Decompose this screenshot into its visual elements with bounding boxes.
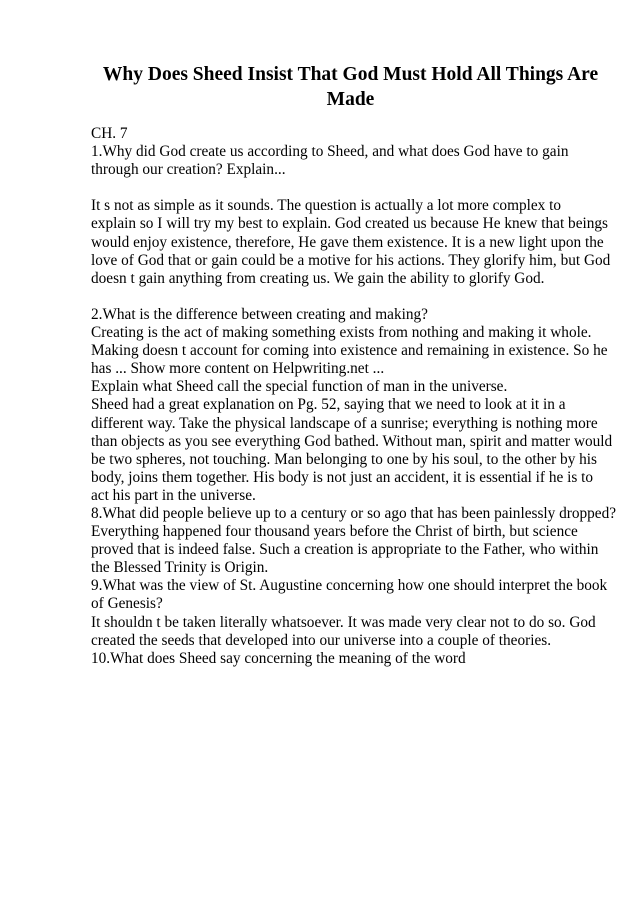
body-line: 9.What was the view of St. Augustine concerning how one should interpret the book	[91, 577, 608, 595]
body-line: of Genesis?	[91, 595, 163, 613]
body-line: 1.Why did God create us according to Sheed, and what does God have to gain	[91, 143, 569, 161]
body-line: the Blessed Trinity is Origin.	[91, 559, 269, 577]
body-line: body, joins them together. His body is not just an accident, it is essential if he is to	[91, 468, 594, 486]
body-line: Everything happened four thousand years before the Christ of birth, but science	[91, 523, 578, 541]
paragraph-gap	[91, 179, 601, 197]
body-line: different way. Take the physical landscape of a sunrise; everything is nothing more	[91, 414, 598, 432]
body-line: created the seeds that developed into our universe into a couple of theories.	[91, 631, 552, 649]
body-line: Making doesn t account for coming into existence and remaining in existence. So he	[91, 342, 608, 360]
body-line: proved that is indeed false. Such a creation is appropriate to the Father, who within	[91, 541, 599, 559]
paragraph-gap	[91, 288, 601, 306]
body-line: through our creation? Explain...	[91, 161, 286, 179]
title-line-1: Why Does Sheed Insist That God Must Hold All Things Are	[102, 64, 599, 85]
body-line: Explain what Sheed call the special function of man in the universe.	[91, 378, 508, 396]
body-line: CH. 7	[91, 125, 128, 142]
body-line: be two spheres, not touching. Man belonging to one by his soul, to the other by his	[91, 450, 598, 468]
body-line: love of God that or gain could be a motive for his actions. They glorify him, but God	[91, 251, 611, 269]
body-line: Sheed had a great explanation on Pg. 52, saying that we need to look at it in a	[91, 396, 566, 414]
document-body	[91, 125, 617, 668]
page-title	[0, 62, 638, 112]
body-line: Creating is the act of making something exists from nothing and making it whole.	[91, 324, 592, 342]
body-line: 10.What does Sheed say concerning the meaning of the word	[91, 649, 466, 667]
body-line: would enjoy existence, therefore, He gave them existence. It is a new light upon the	[91, 233, 604, 251]
body-line: doesn t gain anything from creating us. We gain the ability to glorify God.	[91, 269, 545, 287]
body-line: explain so I will try my best to explain. God created us because He knew that beings	[91, 215, 608, 233]
body-line: has ... Show more content on Helpwriting.net ...	[91, 360, 385, 378]
title-line-2: Made	[326, 89, 375, 110]
body-line: It s not as simple as it sounds. The question is actually a lot more complex to	[91, 197, 562, 215]
body-line: 8.What did people believe up to a century or so ago that has been painlessly dropped?	[91, 504, 617, 522]
body-line: act his part in the universe.	[91, 486, 256, 504]
body-line: It shouldn t be taken literally whatsoever. It was made very clear not to do so. God	[91, 613, 596, 631]
body-line: 2.What is the difference between creating and making?	[91, 305, 428, 323]
body-line: than objects as you see everything God bathed. Without man, spirit and matter would	[91, 432, 613, 450]
